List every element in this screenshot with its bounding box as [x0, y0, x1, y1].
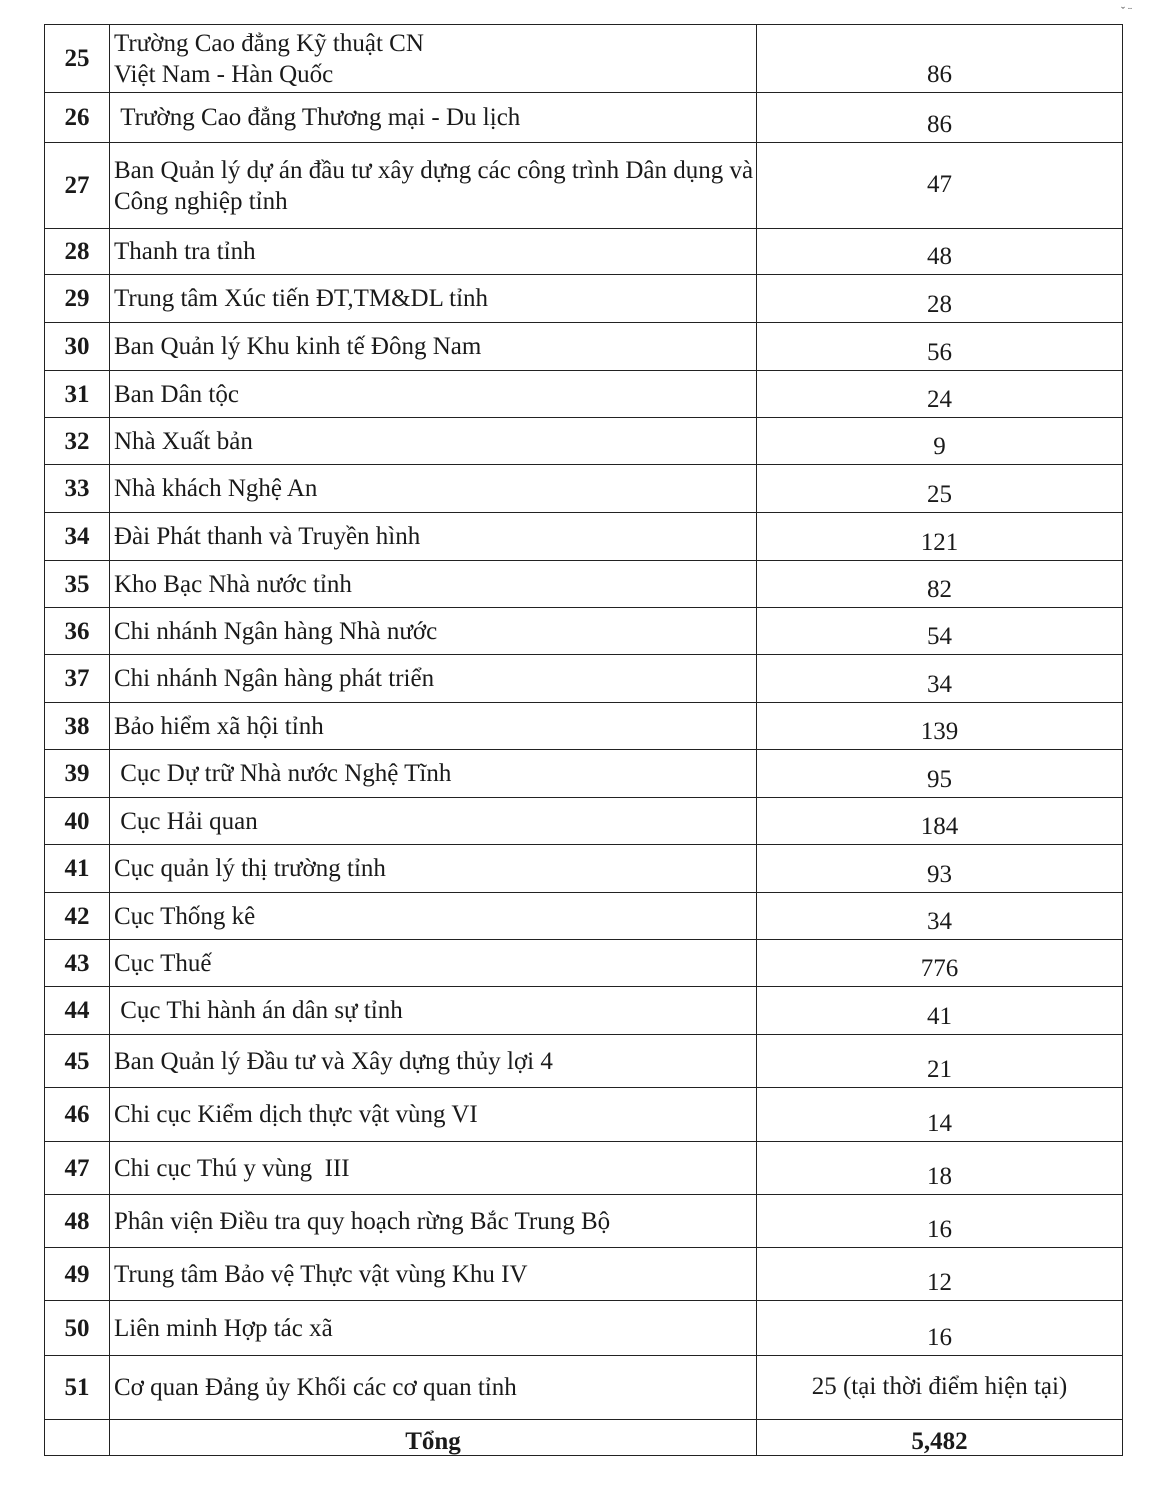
table-row	[45, 93, 1123, 143]
row-number: 36	[45, 608, 110, 655]
total-row	[45, 1420, 1123, 1456]
table-row	[45, 1035, 1123, 1088]
staff-count: 47	[757, 143, 1123, 229]
row-number: 38	[45, 703, 110, 750]
staff-count: 21	[757, 1035, 1123, 1088]
staff-count: 56	[757, 323, 1123, 371]
row-number: 51	[45, 1356, 110, 1420]
staff-count: 41	[757, 987, 1123, 1035]
unit-name: Cục Thuế	[110, 940, 757, 987]
staff-count: 25 (tại thời điểm hiện tại)	[757, 1356, 1123, 1420]
table-row	[45, 418, 1123, 465]
staff-count: 34	[757, 655, 1123, 703]
staff-count: 16	[757, 1301, 1123, 1356]
row-number: 25	[45, 25, 110, 93]
table-row	[45, 1142, 1123, 1195]
row-number: 46	[45, 1088, 110, 1142]
row-number: 28	[45, 229, 110, 275]
unit-name: Cơ quan Đảng ủy Khối các cơ quan tỉnh	[110, 1356, 757, 1420]
table-row	[45, 893, 1123, 940]
table-body	[45, 25, 1123, 1456]
table-row	[45, 1195, 1123, 1248]
row-number: 45	[45, 1035, 110, 1088]
table-row	[45, 513, 1123, 561]
table-row	[45, 323, 1123, 371]
staff-count-table	[44, 24, 1123, 1456]
table-row	[45, 703, 1123, 750]
row-number: 42	[45, 893, 110, 940]
unit-name: Phân viện Điều tra quy hoạch rừng Bắc Trung Bộ	[110, 1195, 757, 1248]
table-row	[45, 750, 1123, 798]
row-number: 31	[45, 371, 110, 418]
table-row	[45, 655, 1123, 703]
staff-count: 18	[757, 1142, 1123, 1195]
table-row	[45, 1356, 1123, 1420]
table-row	[45, 1248, 1123, 1301]
staff-count: 86	[757, 93, 1123, 143]
staff-count: 9	[757, 418, 1123, 465]
row-number: 26	[45, 93, 110, 143]
unit-name: Trường Cao đẳng Thương mại - Du lịch	[110, 93, 757, 143]
unit-name: Chi cục Kiểm dịch thực vật vùng VI	[110, 1088, 757, 1142]
table-row	[45, 275, 1123, 323]
staff-count: 95	[757, 750, 1123, 798]
staff-count: 25	[757, 465, 1123, 513]
table-row	[45, 465, 1123, 513]
row-number: 48	[45, 1195, 110, 1248]
unit-name: Ban Quản lý Đầu tư và Xây dựng thủy lợi 4	[110, 1035, 757, 1088]
row-number: 27	[45, 143, 110, 229]
staff-count: 93	[757, 845, 1123, 893]
unit-name: Kho Bạc Nhà nước tỉnh	[110, 561, 757, 608]
row-number: 49	[45, 1248, 110, 1301]
unit-name: Chi nhánh Ngân hàng Nhà nước	[110, 608, 757, 655]
table-row	[45, 25, 1123, 93]
row-number: 43	[45, 940, 110, 987]
staff-count: 54	[757, 608, 1123, 655]
unit-name: Cục Hải quan	[110, 798, 757, 845]
row-number: 40	[45, 798, 110, 845]
staff-count: 16	[757, 1195, 1123, 1248]
row-number: 50	[45, 1301, 110, 1356]
row-number: 33	[45, 465, 110, 513]
row-number: 44	[45, 987, 110, 1035]
unit-name: Chi nhánh Ngân hàng phát triển	[110, 655, 757, 703]
table-row	[45, 143, 1123, 229]
unit-name: Cục Thống kê	[110, 893, 757, 940]
staff-count: 28	[757, 275, 1123, 323]
row-number: 34	[45, 513, 110, 561]
unit-name: Đài Phát thanh và Truyền hình	[110, 513, 757, 561]
staff-count: 14	[757, 1088, 1123, 1142]
unit-name: Trung tâm Bảo vệ Thực vật vùng Khu IV	[110, 1248, 757, 1301]
unit-name: Trường Cao đẳng Kỹ thuật CN Việt Nam - Hàn Quốc	[110, 25, 757, 93]
table-row	[45, 1088, 1123, 1142]
table-row	[45, 798, 1123, 845]
unit-name: Cục Dự trữ Nhà nước Nghệ Tĩnh	[110, 750, 757, 798]
staff-count: 12	[757, 1248, 1123, 1301]
row-number: 47	[45, 1142, 110, 1195]
table-row	[45, 371, 1123, 418]
staff-count: 34	[757, 893, 1123, 940]
unit-name: Bảo hiểm xã hội tỉnh	[110, 703, 757, 750]
row-number: 39	[45, 750, 110, 798]
staff-count: 184	[757, 798, 1123, 845]
table-row	[45, 940, 1123, 987]
unit-name: Trung tâm Xúc tiến ĐT,TM&DL tỉnh	[110, 275, 757, 323]
unit-name: Nhà khách Nghệ An	[110, 465, 757, 513]
table-row	[45, 561, 1123, 608]
row-number: 30	[45, 323, 110, 371]
total-value: 5,482	[757, 1420, 1123, 1456]
unit-name: Cục quản lý thị trường tỉnh	[110, 845, 757, 893]
unit-name: Cục Thi hành án dân sự tỉnh	[110, 987, 757, 1035]
unit-name: Ban Dân tộc	[110, 371, 757, 418]
unit-name: Liên minh Hợp tác xã	[110, 1301, 757, 1356]
table-row	[45, 987, 1123, 1035]
row-number: 32	[45, 418, 110, 465]
row-number: 37	[45, 655, 110, 703]
unit-name: Ban Quản lý Khu kinh tế Đông Nam	[110, 323, 757, 371]
staff-count: 48	[757, 229, 1123, 275]
unit-name: Chi cục Thú y vùng III	[110, 1142, 757, 1195]
unit-name: Nhà Xuất bản	[110, 418, 757, 465]
unit-name: Thanh tra tỉnh	[110, 229, 757, 275]
total-blank-cell	[45, 1420, 110, 1456]
table-row	[45, 845, 1123, 893]
staff-count: 121	[757, 513, 1123, 561]
unit-name: Ban Quản lý dự án đầu tư xây dựng các công trình Dân dụng và Công nghiệp tỉnh	[110, 143, 757, 229]
table-row	[45, 1301, 1123, 1356]
scan-mark: ˇ ¨	[1121, 4, 1132, 18]
row-number: 29	[45, 275, 110, 323]
table-row	[45, 608, 1123, 655]
staff-count: 139	[757, 703, 1123, 750]
total-label: Tổng	[110, 1420, 757, 1456]
row-number: 35	[45, 561, 110, 608]
staff-count: 24	[757, 371, 1123, 418]
row-number: 41	[45, 845, 110, 893]
staff-count: 86	[757, 25, 1123, 93]
table-row	[45, 229, 1123, 275]
staff-count: 82	[757, 561, 1123, 608]
staff-count: 776	[757, 940, 1123, 987]
